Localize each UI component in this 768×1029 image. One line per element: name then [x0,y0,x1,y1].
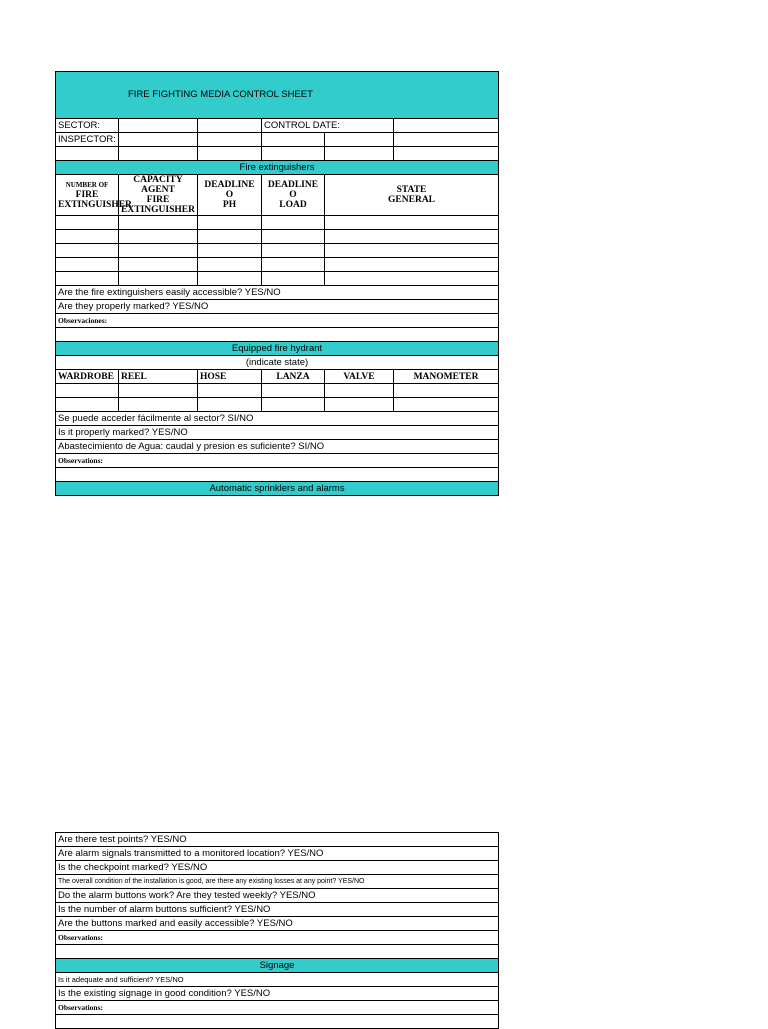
inspector-field-3[interactable] [262,133,325,147]
col-manometer: MANOMETER [394,370,499,384]
hydrant-cell[interactable] [262,384,325,398]
q-buttons-marked[interactable]: Are the buttons marked and easily accessible? YES/NO [56,917,499,931]
hydrant-cell[interactable] [325,384,394,398]
sector-label: SECTOR: [56,119,119,133]
col-number-line1: NUMBER OF [65,181,109,189]
blank-cell[interactable] [394,147,499,161]
section-sprinklers-alarms: Automatic sprinklers and alarms [56,482,499,496]
ext-cell[interactable] [119,230,198,244]
hydrant-observations-field[interactable] [56,468,499,482]
q-alarm-buttons[interactable]: Do the alarm buttons work? Are they tested weekly? YES/NO [56,889,499,903]
ext-cell[interactable] [119,258,198,272]
sprinklers-observations-field[interactable] [56,945,499,959]
col-deadline1-line3: PH [222,200,237,210]
q-hydrant-marked[interactable]: Is it properly marked? YES/NO [56,426,499,440]
ext-cell[interactable] [262,258,325,272]
col-number-line2: FIRE EXTINGUISHER [58,190,132,210]
q-extinguishers-accessible[interactable]: Are the fire extinguishers easily accessible? YES/NO [56,286,499,300]
ext-cell[interactable] [56,272,119,286]
ext-cell[interactable] [325,258,499,272]
ext-cell[interactable] [262,272,325,286]
hydrant-observations-label: Observations: [56,454,499,468]
section-fire-hydrant: Equipped fire hydrant [56,342,499,356]
blank-cell[interactable] [262,147,325,161]
col-deadline2-line3: LOAD [279,200,307,210]
ext-cell[interactable] [56,230,119,244]
col-state-line1: STATE [396,185,427,195]
inspector-field-4[interactable] [325,133,394,147]
col-deadline-ph [198,175,262,216]
blank-cell[interactable] [119,147,198,161]
q-checkpoint-marked[interactable]: Is the checkpoint marked? YES/NO [56,861,499,875]
col-wardrobe: WARDROBE [56,370,119,384]
blank-cell[interactable] [198,147,262,161]
col-deadline2-line1: DEADLINE [267,180,319,190]
signage-observations-field[interactable] [56,1015,499,1029]
ext-cell[interactable] [56,216,119,230]
hydrant-subtitle: (indicate state) [56,356,499,370]
q-hydrant-access[interactable]: Se puede acceder fácilmente al sector? SI/NO [56,412,499,426]
hydrant-cell[interactable] [394,384,499,398]
ext-cell[interactable] [262,230,325,244]
ext-cell[interactable] [198,244,262,258]
col-number [56,175,132,216]
q-alarm-signals[interactable]: Are alarm signals transmitted to a monitored location? YES/NO [56,847,499,861]
hydrant-cell[interactable] [56,398,119,412]
col-valve: VALVE [325,370,394,384]
control-sheet-bottom [55,832,499,1029]
extinguishers-observations-field[interactable] [56,328,499,342]
col-capacity-line1: CAPACITY [133,175,183,185]
inspector-label: INSPECTOR: [56,133,119,147]
q-test-points[interactable]: Are there test points? YES/NO [56,833,499,847]
blank-cell[interactable] [56,147,119,161]
ext-cell[interactable] [198,258,262,272]
col-capacity-line3: FIRE EXTINGUISHER [121,195,195,215]
hydrant-cell[interactable] [119,384,198,398]
inspector-field[interactable] [119,133,198,147]
ext-cell[interactable] [198,272,262,286]
hydrant-cell[interactable] [119,398,198,412]
col-hose: HOSE [198,370,262,384]
ext-cell[interactable] [56,244,119,258]
sprinklers-observations-label: Observations: [56,931,499,945]
col-capacity-line2: AGENT [141,185,175,195]
q-number-alarm-buttons[interactable]: Is the number of alarm buttons sufficient? YES/NO [56,903,499,917]
section-fire-extinguishers: Fire extinguishers [56,161,499,175]
col-deadline-load [262,175,325,216]
col-state-general [325,175,499,216]
hydrant-cell[interactable] [56,384,119,398]
hydrant-cell[interactable] [262,398,325,412]
inspector-field-2[interactable] [198,133,262,147]
col-deadline2-line2: O [289,190,297,200]
q-extinguishers-marked[interactable]: Are they properly marked? YES/NO [56,300,499,314]
col-lanza: LANZA [262,370,325,384]
control-sheet-top [55,71,499,496]
sheet-title: FIRE FIGHTING MEDIA CONTROL SHEET [56,72,499,119]
col-deadline1-line2: O [225,190,234,200]
sector-field[interactable] [119,119,198,133]
section-signage: Signage [56,959,499,973]
hydrant-cell[interactable] [325,398,394,412]
ext-cell[interactable] [262,244,325,258]
ext-cell[interactable] [56,258,119,272]
col-state-line2: GENERAL [388,195,436,205]
sector-field-2[interactable] [198,119,262,133]
ext-cell[interactable] [325,216,499,230]
control-date-field[interactable] [394,119,499,133]
q-signage-adequate[interactable]: Is it adequate and sufficient? YES/NO [56,973,499,987]
ext-cell[interactable] [198,230,262,244]
hydrant-cell[interactable] [394,398,499,412]
inspector-field-5[interactable] [394,133,499,147]
q-signage-condition[interactable]: Is the existing signage in good condition? YES/NO [56,987,499,1001]
extinguishers-observations-label: Observaciones: [56,314,499,328]
col-deadline1-line1: DEADLINE [204,180,255,190]
ext-cell[interactable] [325,272,499,286]
ext-cell[interactable] [325,230,499,244]
hydrant-cell[interactable] [198,384,262,398]
ext-cell[interactable] [325,244,499,258]
control-date-label: CONTROL DATE: [262,119,394,133]
col-reel: REEL [119,370,198,384]
blank-cell[interactable] [325,147,394,161]
ext-cell[interactable] [119,272,198,286]
ext-cell[interactable] [119,244,198,258]
signage-observations-label: Observations: [56,1001,499,1015]
col-capacity [119,175,198,216]
ext-cell[interactable] [198,216,262,230]
hydrant-cell[interactable] [198,398,262,412]
q-overall-condition[interactable]: The overall condition of the installation is good, are there any existing losses at any point? YES/NO [56,875,499,889]
ext-cell[interactable] [262,216,325,230]
q-hydrant-water[interactable]: Abastecimiento de Agua: caudal y presion es suficiente? SI/NO [56,440,499,454]
ext-cell[interactable] [119,216,198,230]
